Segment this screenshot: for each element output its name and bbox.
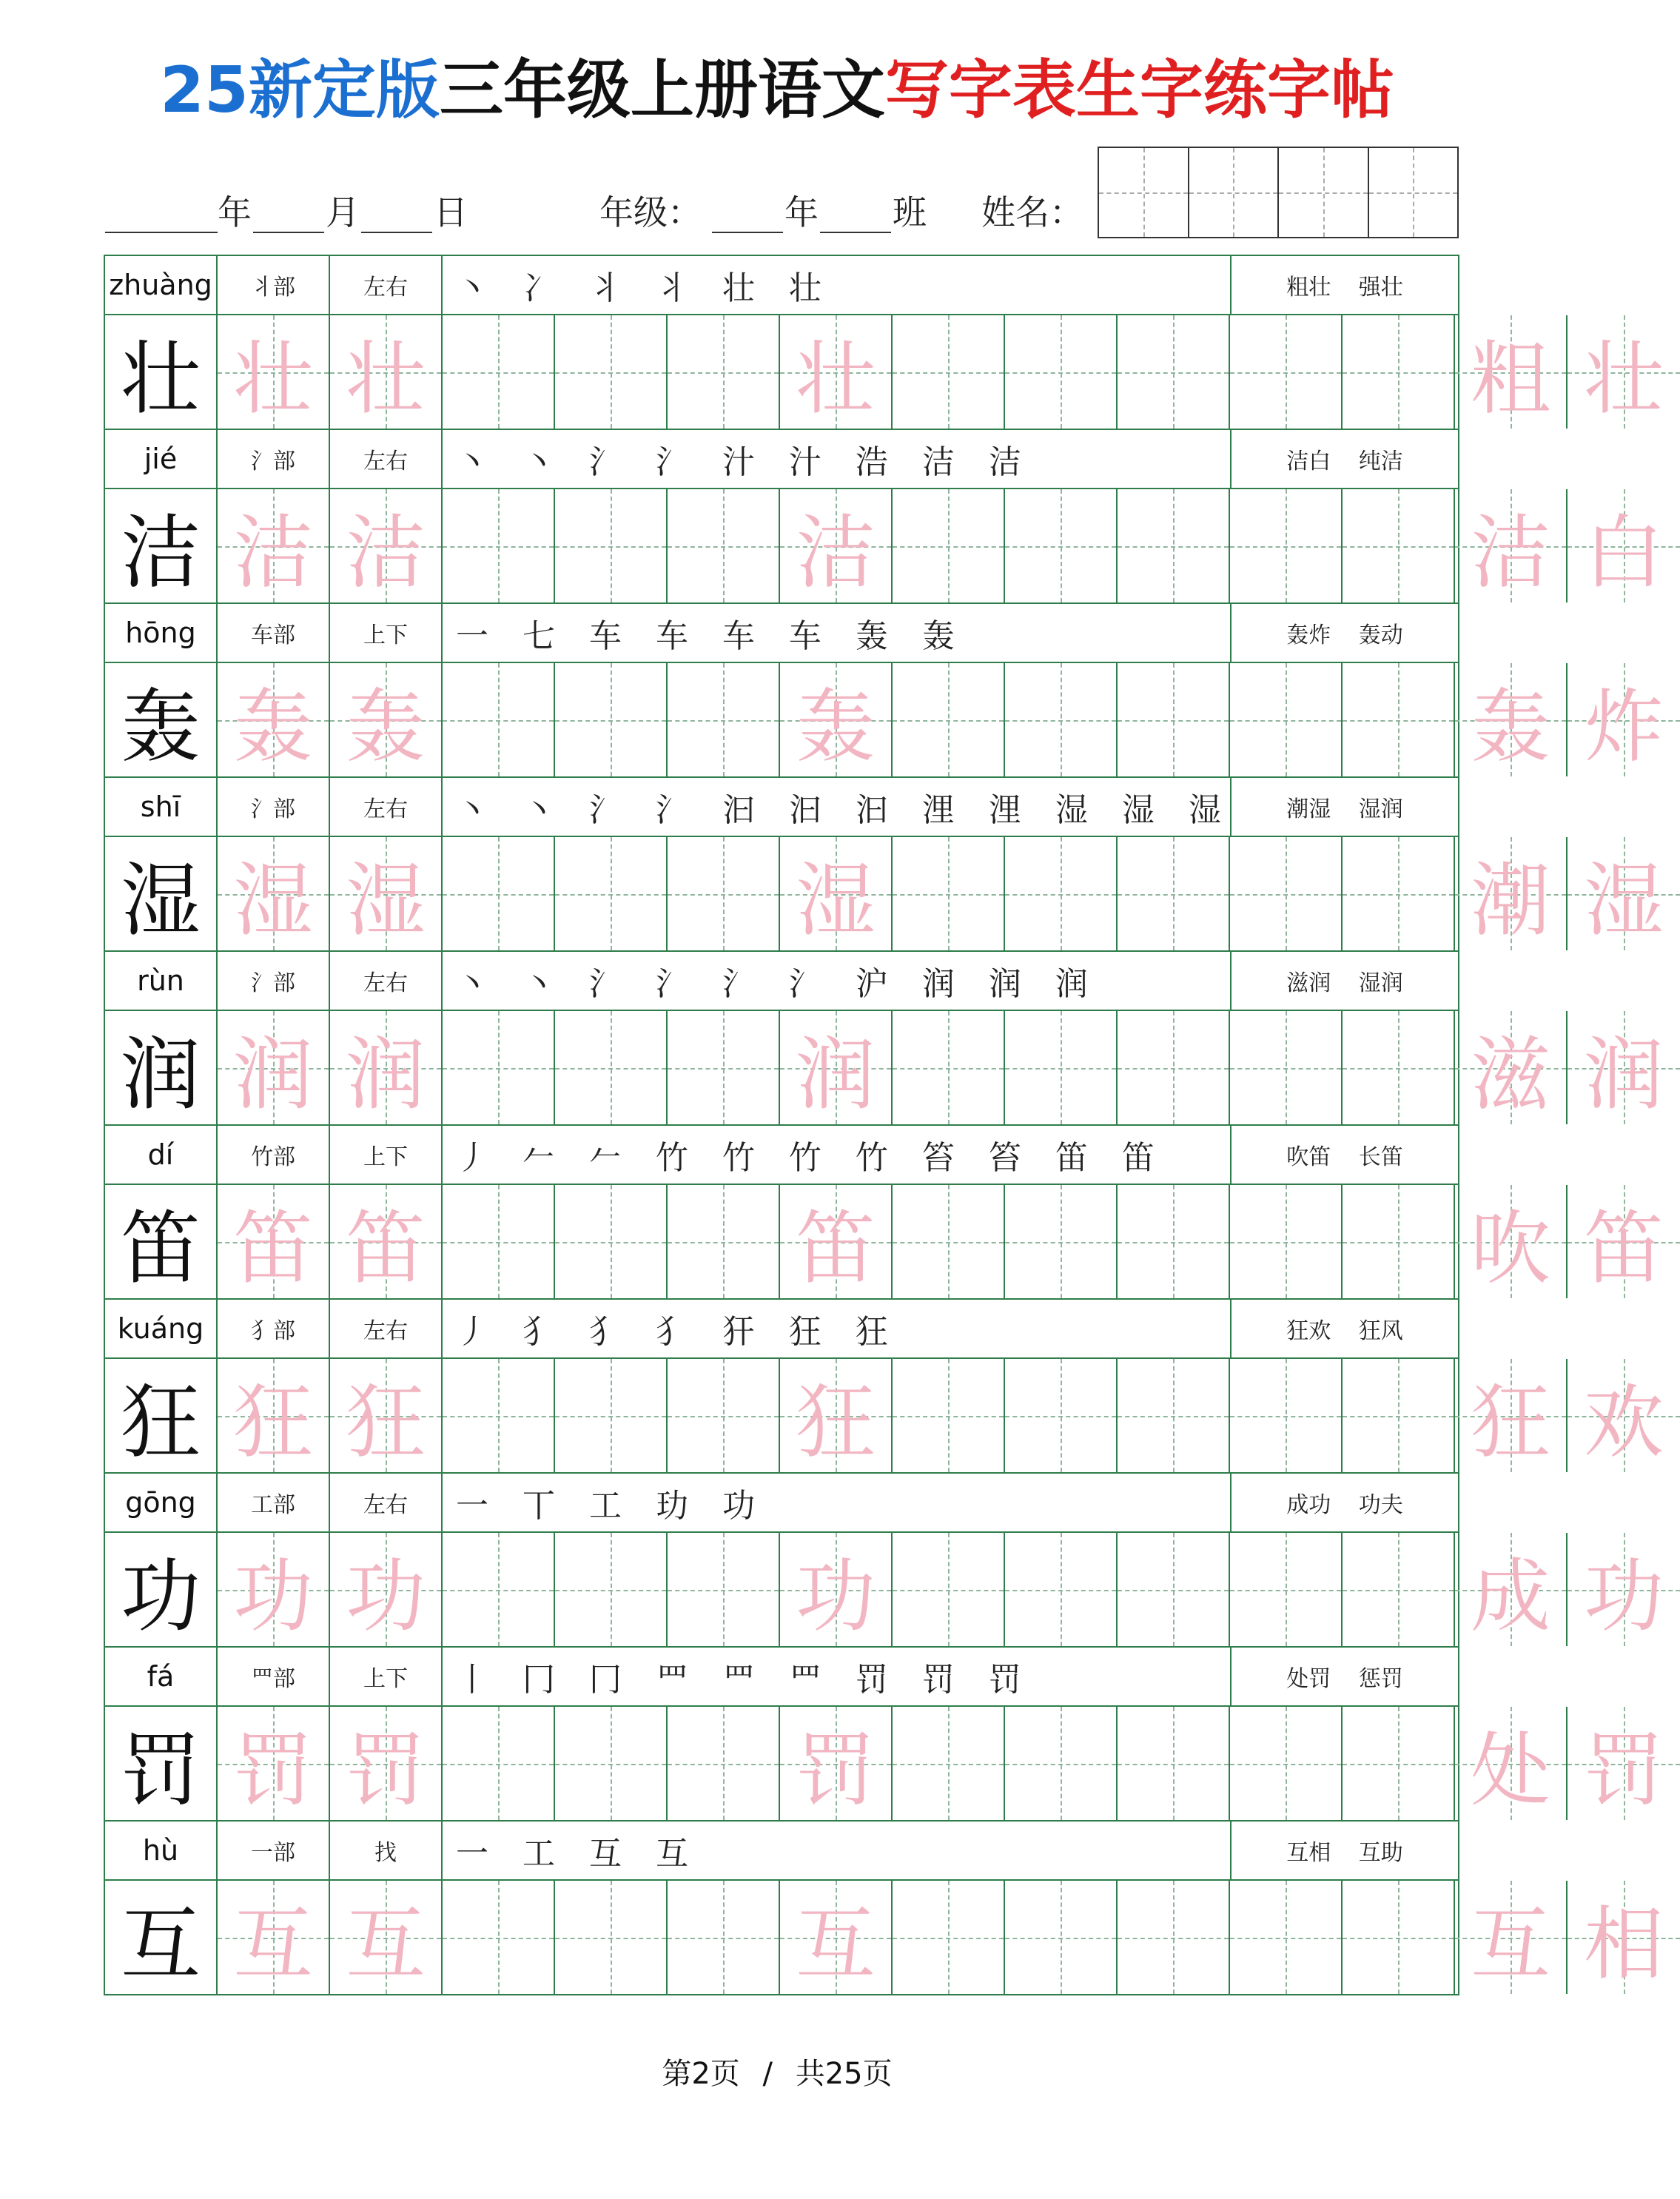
practice-box[interactable] xyxy=(443,1707,555,1820)
trace-character: 罚 xyxy=(345,1725,426,1817)
pinyin: shī xyxy=(105,778,218,836)
practice-box[interactable] xyxy=(1118,1185,1230,1298)
practice-box[interactable] xyxy=(443,1533,555,1646)
trace-character: 轰 xyxy=(232,681,313,773)
trace-character: 狂 xyxy=(232,1377,313,1469)
title-part-grade: 三年级上册语文 xyxy=(439,53,885,127)
name-box[interactable] xyxy=(1279,148,1369,237)
practice-box[interactable] xyxy=(218,837,330,950)
pinyin: hōng xyxy=(105,604,218,662)
trace-character: 润 xyxy=(345,1029,426,1121)
trace-character: 笛 xyxy=(795,1203,876,1295)
practice-box[interactable] xyxy=(218,1881,330,1994)
practice-box[interactable] xyxy=(330,1707,443,1820)
structure: 左右 xyxy=(330,778,443,836)
practice-box[interactable] xyxy=(1118,315,1230,429)
character-info-row xyxy=(105,1300,1458,1359)
practice-box[interactable] xyxy=(893,1881,1005,1994)
practice-box[interactable] xyxy=(780,1533,893,1646)
practice-box[interactable] xyxy=(893,837,1005,950)
pinyin: zhuàng xyxy=(105,256,218,314)
practice-grid xyxy=(104,255,1664,1995)
practice-box[interactable] xyxy=(780,1359,893,1472)
name-box[interactable] xyxy=(1189,148,1280,237)
radical: 一部 xyxy=(218,1822,330,1879)
character-row xyxy=(105,778,1664,952)
word-trace-box[interactable] xyxy=(1568,1011,1680,1124)
practice-box[interactable] xyxy=(1230,663,1343,776)
stroke-order: 一 丅 工 玏 功 xyxy=(443,1474,1232,1531)
trace-character: 轰 xyxy=(795,681,876,773)
trace-word-character: 润 xyxy=(1583,1029,1664,1121)
practice-box[interactable] xyxy=(443,663,555,776)
info-header xyxy=(105,189,1097,241)
trace-word-character: 欢 xyxy=(1583,1377,1664,1469)
practice-box[interactable] xyxy=(443,1185,555,1298)
character-info-row xyxy=(105,430,1458,489)
class-blank[interactable] xyxy=(820,230,891,233)
trace-word-character: 处 xyxy=(1470,1725,1550,1817)
character-writing-row xyxy=(105,315,1664,430)
practice-box[interactable] xyxy=(555,663,668,776)
practice-box[interactable] xyxy=(443,315,555,429)
model-character: 狂 xyxy=(105,1359,218,1472)
practice-box[interactable] xyxy=(668,489,780,602)
practice-box[interactable] xyxy=(668,1185,780,1298)
trace-character: 润 xyxy=(795,1029,876,1121)
word-trace-box[interactable] xyxy=(1455,837,1568,950)
character-info-row xyxy=(105,604,1458,663)
day-blank[interactable] xyxy=(361,230,432,233)
trace-character: 笛 xyxy=(232,1203,313,1295)
practice-box[interactable] xyxy=(555,837,668,950)
stroke-order: 丶 丶 氵 氵 汁 汁 浩 洁 洁 xyxy=(443,430,1232,488)
trace-character: 壮 xyxy=(345,333,426,426)
trace-word-character: 白 xyxy=(1583,507,1664,600)
character-row xyxy=(105,430,1664,604)
practice-box[interactable] xyxy=(668,1533,780,1646)
practice-box[interactable] xyxy=(330,315,443,429)
practice-box[interactable] xyxy=(218,1533,330,1646)
stroke-order: 丨 冂 冂 罒 罒 罒 罚 罚 罚 xyxy=(443,1648,1232,1705)
character-writing-row xyxy=(105,1359,1664,1474)
practice-box[interactable] xyxy=(1118,1359,1230,1472)
example-words: 处罚 惩罚 xyxy=(1286,1666,1403,1692)
trace-character: 笛 xyxy=(345,1203,426,1295)
structure: 左右 xyxy=(330,952,443,1010)
practice-box[interactable] xyxy=(1343,1881,1455,1994)
word-trace-box[interactable] xyxy=(1568,837,1680,950)
practice-box[interactable] xyxy=(893,1185,1005,1298)
practice-box[interactable] xyxy=(893,1359,1005,1472)
practice-box[interactable] xyxy=(1343,489,1455,602)
example-words: 洁白 纯洁 xyxy=(1286,449,1403,474)
practice-box[interactable] xyxy=(330,1185,443,1298)
trace-word-character: 相 xyxy=(1583,1898,1664,1991)
month-blank[interactable] xyxy=(253,230,324,233)
word-trace-box[interactable] xyxy=(1455,315,1568,429)
word-trace-box[interactable] xyxy=(1568,1707,1680,1820)
name-label: 姓名： xyxy=(981,192,1083,232)
trace-character: 狂 xyxy=(795,1377,876,1469)
structure: 左右 xyxy=(330,1300,443,1357)
practice-box[interactable] xyxy=(780,1185,893,1298)
pinyin: gōng xyxy=(105,1474,218,1531)
title-part-subject: 写字表生字练字帖 xyxy=(884,53,1394,127)
word-trace-box[interactable] xyxy=(1455,1359,1568,1472)
structure: 左右 xyxy=(330,256,443,314)
character-row xyxy=(105,256,1664,430)
practice-box[interactable] xyxy=(1230,315,1343,429)
practice-box[interactable] xyxy=(1005,1359,1118,1472)
character-row xyxy=(105,1474,1664,1648)
stroke-order: 丿 𠂉 𠂉 竹 竹 竹 竹 笞 笞 笛 笛 xyxy=(443,1126,1232,1184)
practice-box[interactable] xyxy=(780,489,893,602)
page-footer xyxy=(0,2050,1554,2092)
trace-character: 罚 xyxy=(232,1725,313,1817)
stroke-order: 丶 丶 氵 氵 汩 汩 汩 浬 浬 湿 湿 湿 xyxy=(443,778,1232,836)
trace-character: 湿 xyxy=(345,855,426,947)
practice-box[interactable] xyxy=(1005,1185,1118,1298)
practice-box[interactable] xyxy=(443,1881,555,1994)
practice-box[interactable] xyxy=(555,1707,668,1820)
practice-box[interactable] xyxy=(1230,1185,1343,1298)
practice-box[interactable] xyxy=(330,837,443,950)
radical: 丬部 xyxy=(218,256,330,314)
example-words: 粗壮 强壮 xyxy=(1286,275,1403,301)
character-info-row xyxy=(105,952,1458,1011)
character-info-row xyxy=(105,1474,1458,1533)
word-trace-box[interactable] xyxy=(1568,1881,1680,1994)
practice-box[interactable] xyxy=(1005,837,1118,950)
example-words: 滋润 湿润 xyxy=(1286,970,1403,996)
character-writing-row xyxy=(105,1881,1664,1995)
practice-box[interactable] xyxy=(218,1707,330,1820)
character-writing-row xyxy=(105,663,1664,778)
name-box[interactable] xyxy=(1369,148,1458,237)
practice-box[interactable] xyxy=(780,315,893,429)
character-writing-row xyxy=(105,1011,1664,1126)
trace-word-character: 洁 xyxy=(1470,507,1550,600)
practice-box[interactable] xyxy=(668,1881,780,1994)
trace-word-character: 狂 xyxy=(1470,1377,1550,1469)
practice-box[interactable] xyxy=(1118,663,1230,776)
trace-character: 互 xyxy=(345,1898,426,1991)
trace-word-character: 湿 xyxy=(1583,855,1664,947)
practice-box[interactable] xyxy=(330,663,443,776)
practice-box[interactable] xyxy=(668,1359,780,1472)
trace-character: 罚 xyxy=(795,1725,876,1817)
trace-character: 洁 xyxy=(795,507,876,600)
practice-box[interactable] xyxy=(780,837,893,950)
trace-character: 狂 xyxy=(345,1377,426,1469)
pinyin: rùn xyxy=(105,952,218,1010)
practice-box[interactable] xyxy=(555,1011,668,1124)
practice-box[interactable] xyxy=(1343,1359,1455,1472)
character-writing-row xyxy=(105,1533,1664,1648)
character-writing-row xyxy=(105,1707,1664,1822)
practice-box[interactable] xyxy=(1230,837,1343,950)
structure: 找 xyxy=(330,1822,443,1879)
word-trace-box[interactable] xyxy=(1568,1185,1680,1298)
page-title xyxy=(0,46,1554,135)
word-trace-box[interactable] xyxy=(1568,489,1680,602)
practice-box[interactable] xyxy=(1005,315,1118,429)
pinyin: dí xyxy=(105,1126,218,1184)
character-row xyxy=(105,604,1664,778)
grade-year-blank[interactable] xyxy=(712,230,783,233)
practice-box[interactable] xyxy=(1343,837,1455,950)
practice-box[interactable] xyxy=(1118,1533,1230,1646)
radical: 工部 xyxy=(218,1474,330,1531)
title-part-edition: 25新定版 xyxy=(160,53,440,127)
structure: 上下 xyxy=(330,1126,443,1184)
trace-word-character: 罚 xyxy=(1583,1725,1664,1817)
practice-box[interactable] xyxy=(1005,1011,1118,1124)
character-info-row xyxy=(105,1648,1458,1707)
model-character: 互 xyxy=(105,1881,218,1994)
model-character: 壮 xyxy=(105,315,218,429)
word-trace-box[interactable] xyxy=(1568,663,1680,776)
trace-word-character: 壮 xyxy=(1583,333,1664,426)
day-label: 日 xyxy=(434,192,468,232)
pinyin: fá xyxy=(105,1648,218,1705)
practice-box[interactable] xyxy=(555,1881,668,1994)
radical: 竹部 xyxy=(218,1126,330,1184)
radical: 车部 xyxy=(218,604,330,662)
trace-character: 壮 xyxy=(232,333,313,426)
trace-character: 润 xyxy=(232,1029,313,1121)
practice-box[interactable] xyxy=(1230,489,1343,602)
trace-word-character: 轰 xyxy=(1470,681,1550,773)
model-character: 湿 xyxy=(105,837,218,950)
model-character: 罚 xyxy=(105,1707,218,1820)
practice-box[interactable] xyxy=(668,1011,780,1124)
practice-box[interactable] xyxy=(1230,1359,1343,1472)
stroke-order: 一 七 车 车 车 车 轰 轰 xyxy=(443,604,1232,662)
model-character: 洁 xyxy=(105,489,218,602)
page-total: 共25页 xyxy=(795,2057,893,2091)
character-info-row xyxy=(105,256,1458,315)
practice-box[interactable] xyxy=(1343,663,1455,776)
practice-box[interactable] xyxy=(555,1359,668,1472)
month-label: 月 xyxy=(326,192,360,232)
practice-box[interactable] xyxy=(555,315,668,429)
trace-word-character: 功 xyxy=(1583,1551,1664,1643)
practice-box[interactable] xyxy=(1005,1881,1118,1994)
trace-character: 湿 xyxy=(795,855,876,947)
practice-box[interactable] xyxy=(1005,1533,1118,1646)
practice-box[interactable] xyxy=(1230,1881,1343,1994)
practice-box[interactable] xyxy=(893,315,1005,429)
practice-box[interactable] xyxy=(780,1011,893,1124)
radical: 氵部 xyxy=(218,952,330,1010)
practice-box[interactable] xyxy=(443,1011,555,1124)
model-character: 润 xyxy=(105,1011,218,1124)
trace-character: 洁 xyxy=(232,507,313,600)
word-trace-box[interactable] xyxy=(1455,1881,1568,1994)
radical: 犭部 xyxy=(218,1300,330,1357)
example-words: 吹笛 长笛 xyxy=(1286,1144,1403,1170)
character-info-row xyxy=(105,1126,1458,1185)
trace-character: 互 xyxy=(795,1898,876,1991)
practice-box[interactable] xyxy=(218,489,330,602)
word-trace-box[interactable] xyxy=(1455,489,1568,602)
practice-box[interactable] xyxy=(1343,1011,1455,1124)
model-character: 笛 xyxy=(105,1185,218,1298)
radical: 罒部 xyxy=(218,1648,330,1705)
practice-box[interactable] xyxy=(668,1707,780,1820)
word-trace-box[interactable] xyxy=(1568,1359,1680,1472)
practice-box[interactable] xyxy=(780,663,893,776)
character-writing-row xyxy=(105,1185,1664,1300)
trace-word-character: 成 xyxy=(1470,1551,1550,1643)
trace-word-character: 吹 xyxy=(1470,1203,1550,1295)
practice-box[interactable] xyxy=(893,1533,1005,1646)
example-words: 互相 互助 xyxy=(1286,1840,1403,1866)
trace-character: 互 xyxy=(232,1898,313,1991)
page-number: 第2页 xyxy=(662,2057,740,2091)
grade-label: 年级： xyxy=(599,192,702,232)
practice-box[interactable] xyxy=(555,1533,668,1646)
page-separator: / xyxy=(762,2057,773,2091)
practice-box[interactable] xyxy=(218,315,330,429)
word-trace-box[interactable] xyxy=(1455,1533,1568,1646)
practice-box[interactable] xyxy=(218,1359,330,1472)
practice-box[interactable] xyxy=(780,1881,893,1994)
example-words: 狂欢 狂风 xyxy=(1286,1318,1403,1344)
practice-box[interactable] xyxy=(1118,837,1230,950)
practice-box[interactable] xyxy=(330,1359,443,1472)
practice-box[interactable] xyxy=(330,489,443,602)
practice-box[interactable] xyxy=(1230,1707,1343,1820)
practice-box[interactable] xyxy=(668,315,780,429)
practice-box[interactable] xyxy=(893,489,1005,602)
character-row xyxy=(105,1822,1664,1995)
pinyin: hù xyxy=(105,1822,218,1879)
radical: 氵部 xyxy=(218,778,330,836)
trace-character: 洁 xyxy=(345,507,426,600)
structure: 左右 xyxy=(330,1474,443,1531)
year-label: 年 xyxy=(218,192,252,232)
character-writing-row xyxy=(105,489,1664,604)
practice-box[interactable] xyxy=(1005,489,1118,602)
example-words: 轰炸 轰动 xyxy=(1286,622,1403,648)
word-trace-box[interactable] xyxy=(1568,315,1680,429)
character-row xyxy=(105,1648,1664,1822)
trace-character: 功 xyxy=(795,1551,876,1643)
practice-box[interactable] xyxy=(1118,1881,1230,1994)
practice-box[interactable] xyxy=(1230,1533,1343,1646)
pinyin: kuáng xyxy=(105,1300,218,1357)
model-character: 功 xyxy=(105,1533,218,1646)
practice-box[interactable] xyxy=(443,489,555,602)
practice-box[interactable] xyxy=(218,1011,330,1124)
practice-box[interactable] xyxy=(555,1185,668,1298)
practice-box[interactable] xyxy=(443,1359,555,1472)
trace-character: 功 xyxy=(345,1551,426,1643)
practice-box[interactable] xyxy=(1005,663,1118,776)
trace-character: 轰 xyxy=(345,681,426,773)
trace-word-character: 滋 xyxy=(1470,1029,1550,1121)
practice-box[interactable] xyxy=(1343,1707,1455,1820)
practice-box[interactable] xyxy=(218,663,330,776)
practice-box[interactable] xyxy=(330,1011,443,1124)
trace-word-character: 炸 xyxy=(1583,681,1664,773)
stroke-order: 丶 丶 氵 氵 氵 氵 沪 润 润 润 xyxy=(443,952,1232,1010)
practice-box[interactable] xyxy=(1230,1011,1343,1124)
trace-character: 壮 xyxy=(795,333,876,426)
trace-character: 湿 xyxy=(232,855,313,947)
stroke-order: 一 工 互 互 xyxy=(443,1822,1232,1879)
practice-box[interactable] xyxy=(1343,1185,1455,1298)
class-label: 班 xyxy=(893,192,927,232)
character-info-row xyxy=(105,778,1458,837)
example-words: 成功 功夫 xyxy=(1286,1492,1403,1518)
character-info-row xyxy=(105,1822,1458,1881)
structure: 上下 xyxy=(330,1648,443,1705)
practice-box[interactable] xyxy=(218,1185,330,1298)
structure: 上下 xyxy=(330,604,443,662)
word-trace-box[interactable] xyxy=(1568,1533,1680,1646)
pinyin: jié xyxy=(105,430,218,488)
word-trace-box[interactable] xyxy=(1455,1011,1568,1124)
practice-box[interactable] xyxy=(555,489,668,602)
character-row xyxy=(105,952,1664,1126)
trace-character: 功 xyxy=(232,1551,313,1643)
practice-box[interactable] xyxy=(893,1011,1005,1124)
practice-box[interactable] xyxy=(443,837,555,950)
year-blank[interactable] xyxy=(105,230,218,233)
practice-box[interactable] xyxy=(780,1707,893,1820)
structure: 左右 xyxy=(330,430,443,488)
radical: 氵部 xyxy=(218,430,330,488)
practice-box[interactable] xyxy=(893,663,1005,776)
practice-box[interactable] xyxy=(1343,315,1455,429)
grade-year-label: 年 xyxy=(784,192,819,232)
word-trace-box[interactable] xyxy=(1455,1185,1568,1298)
example-words: 潮湿 湿润 xyxy=(1286,796,1403,822)
practice-box[interactable] xyxy=(330,1533,443,1646)
name-input-boxes[interactable] xyxy=(1098,147,1459,238)
trace-word-character: 笛 xyxy=(1583,1203,1664,1295)
practice-box[interactable] xyxy=(1118,489,1230,602)
model-character: 轰 xyxy=(105,663,218,776)
practice-box[interactable] xyxy=(893,1707,1005,1820)
character-writing-row xyxy=(105,837,1664,952)
trace-word-character: 潮 xyxy=(1470,855,1550,947)
character-row xyxy=(105,1300,1664,1474)
trace-word-character: 互 xyxy=(1470,1898,1550,1991)
character-row xyxy=(105,1126,1664,1300)
trace-word-character: 粗 xyxy=(1470,333,1550,426)
practice-box[interactable] xyxy=(1005,1707,1118,1820)
practice-box[interactable] xyxy=(668,837,780,950)
word-trace-box[interactable] xyxy=(1455,663,1568,776)
practice-box[interactable] xyxy=(1118,1011,1230,1124)
stroke-order: 丶 冫 丬 丬 壮 壮 xyxy=(443,256,1232,314)
practice-box[interactable] xyxy=(330,1881,443,1994)
practice-box[interactable] xyxy=(668,663,780,776)
word-trace-box[interactable] xyxy=(1455,1707,1568,1820)
stroke-order: 丿 犭 犭 犭 犴 狂 狂 xyxy=(443,1300,1232,1357)
name-box[interactable] xyxy=(1099,148,1189,237)
practice-box[interactable] xyxy=(1343,1533,1455,1646)
practice-box[interactable] xyxy=(1118,1707,1230,1820)
